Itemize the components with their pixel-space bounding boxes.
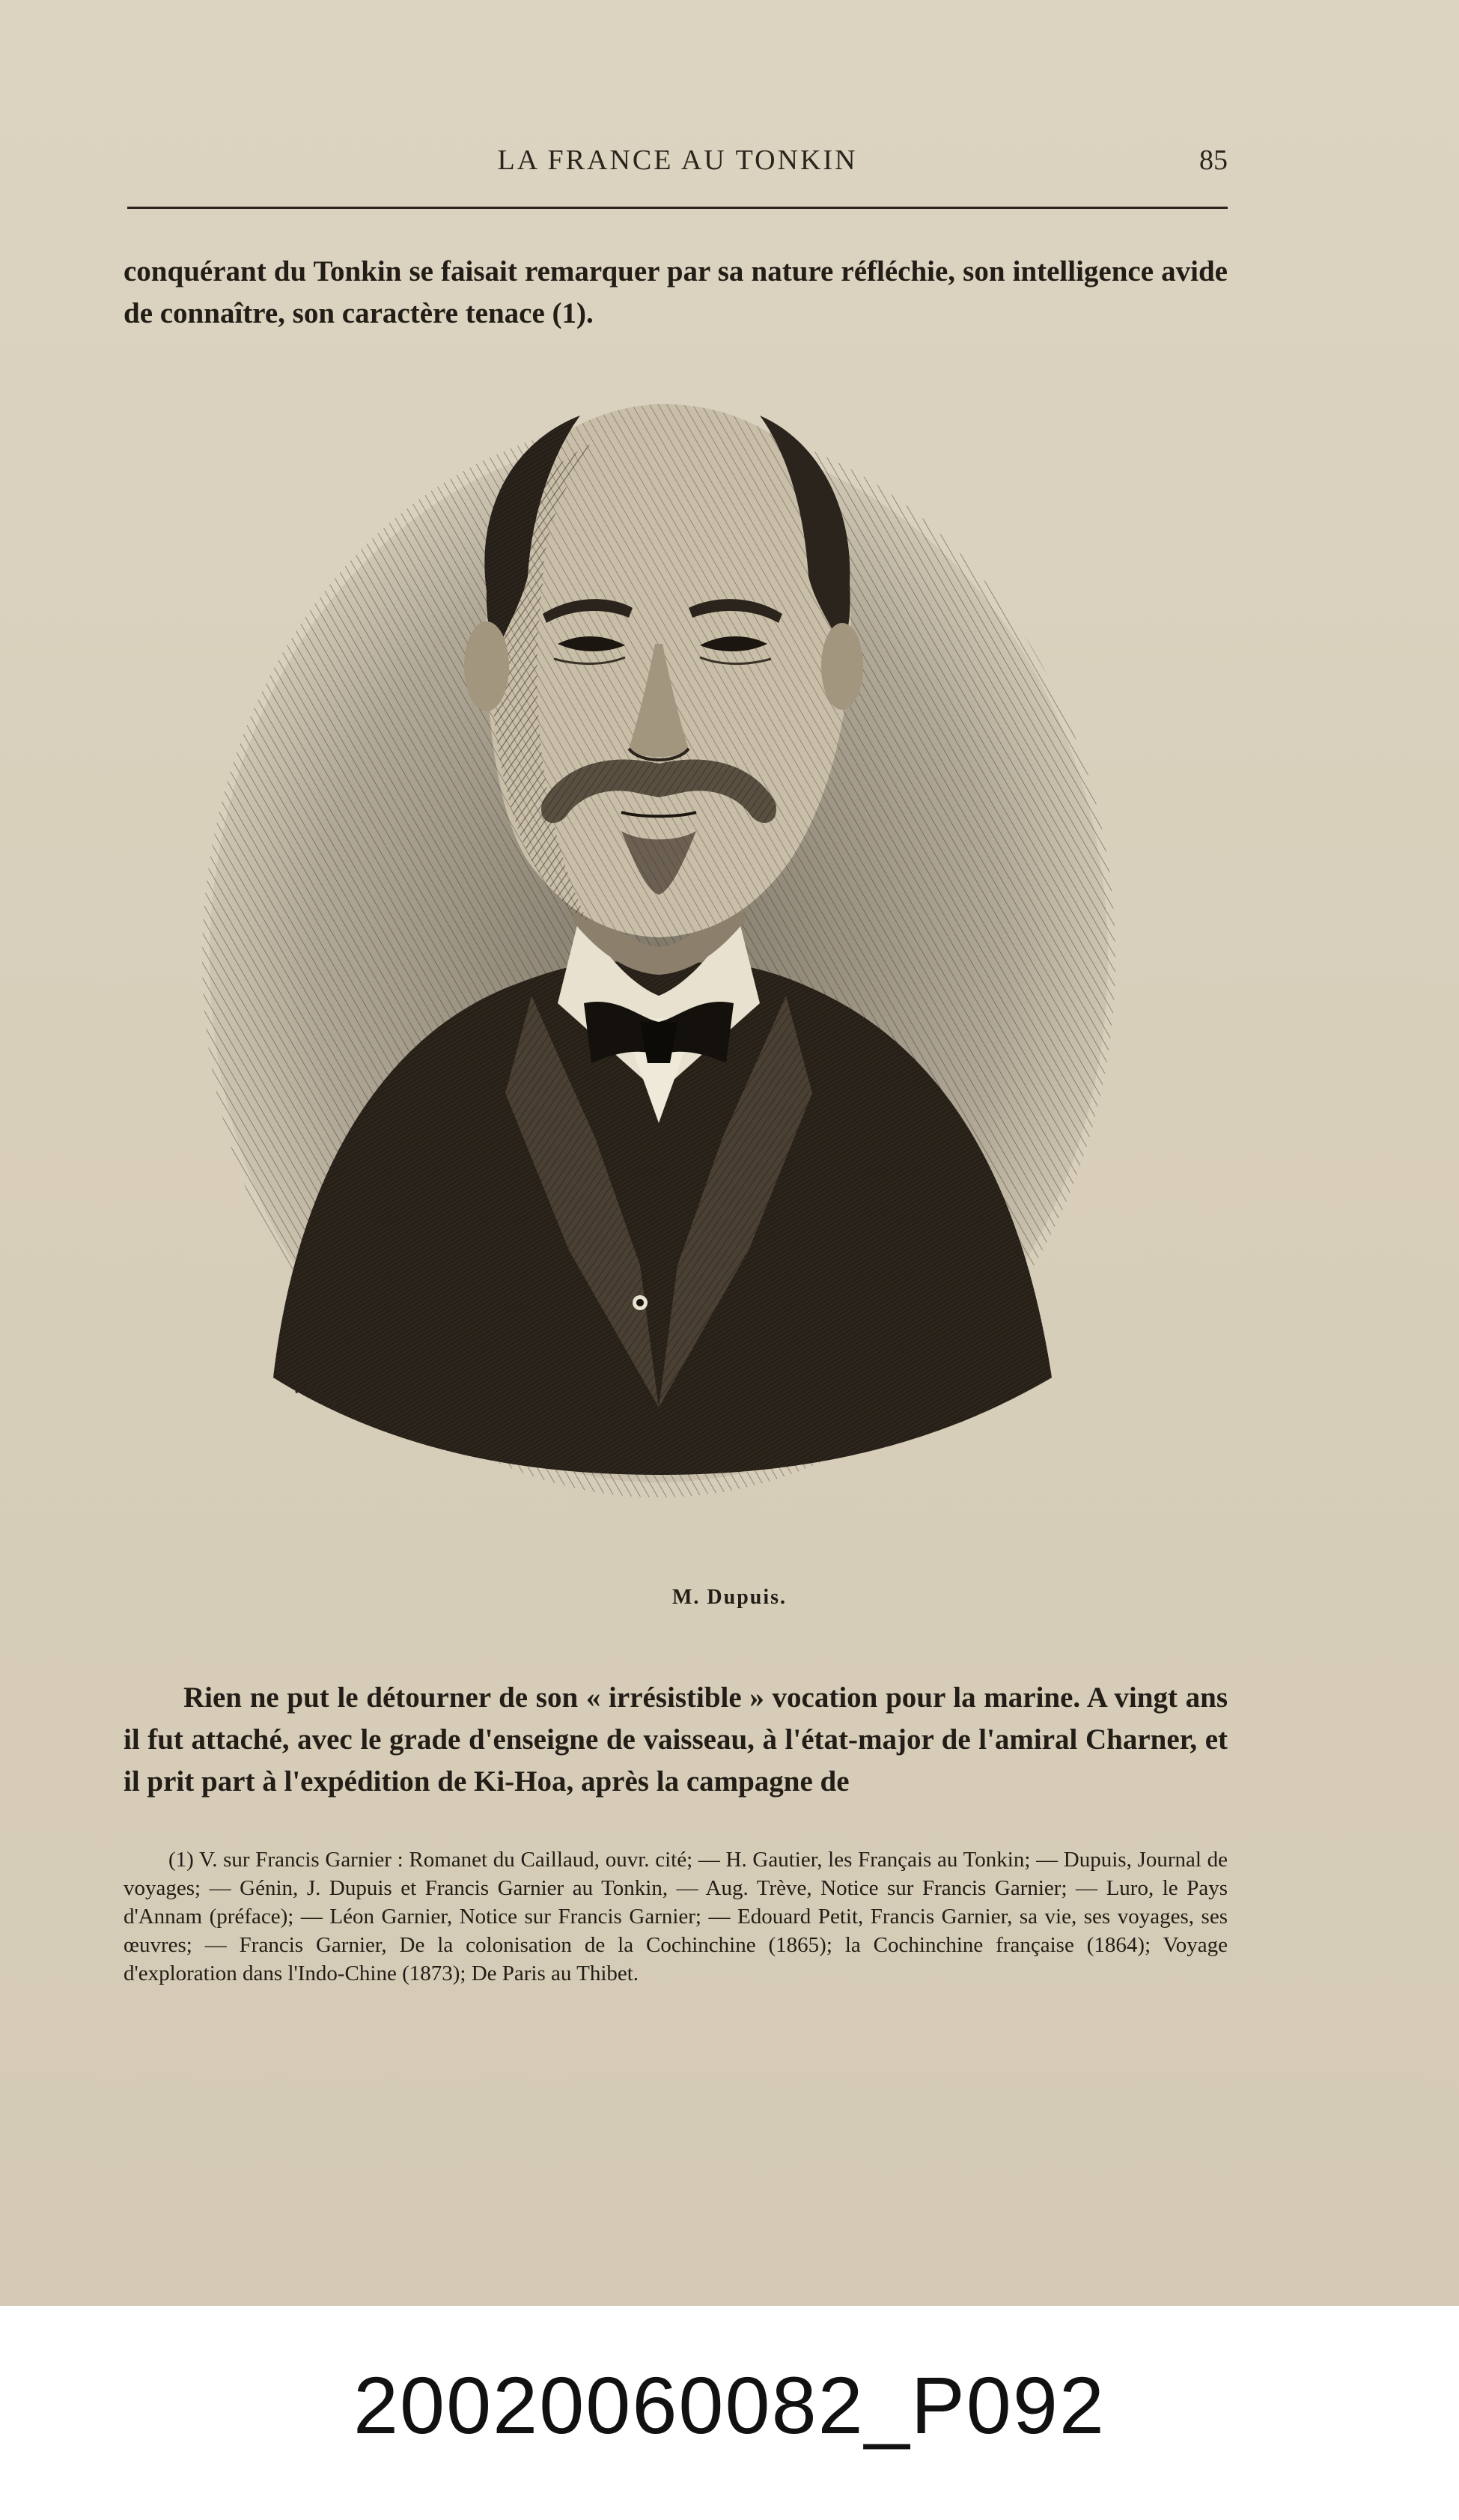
page-number: 85	[1199, 144, 1228, 176]
accession-label: 20020060082_P092	[353, 2360, 1106, 2450]
running-head	[127, 144, 1228, 189]
portrait-caption: M. Dupuis.	[671, 1586, 788, 1609]
running-title: LA FRANCE AU TONKIN	[497, 144, 858, 176]
footnote: (1) V. sur Francis Garnier : Romanet du Caillaud, ouvr. cité; — H. Gautier, les Français au Tonkin; — Dupuis, Journal de voyages; — Génin, J. Dupuis et Francis Garnier au Tonkin, — Aug. Trève, Notice sur Francis Garnier; — Luro, le Pays d'Annam (préface); — Léon Garnier, Notice sur Francis Garnier; — Edouard Petit, Francis Garnier, sa vie, ses voyages, ses œuvres; — Francis Garnier, De la colonisation de la Cochinchine (1865); la Cochinchine française (1864); Voyage d'exploration dans l'Indo-Chine (1873); De Paris au Thibet.	[124, 1848, 1228, 1985]
intro-paragraph: conquérant du Tonkin se faisait remarquer par sa nature réfléchie, son intelligence avide de connaître, son caractère tenace (1).	[124, 255, 1228, 329]
portrait-engraving	[191, 344, 1127, 1497]
header-rule	[127, 207, 1228, 209]
body-paragraph: Rien ne put le détourner de son « irrésistible » vocation pour la marine. A vingt ans il fut attaché, avec le grade d'enseigne de vaisseau, à l'état-major de l'amiral Charner, et il prit part à l'expédition de Ki-Hoa, après la campagne de	[124, 1681, 1228, 1798]
